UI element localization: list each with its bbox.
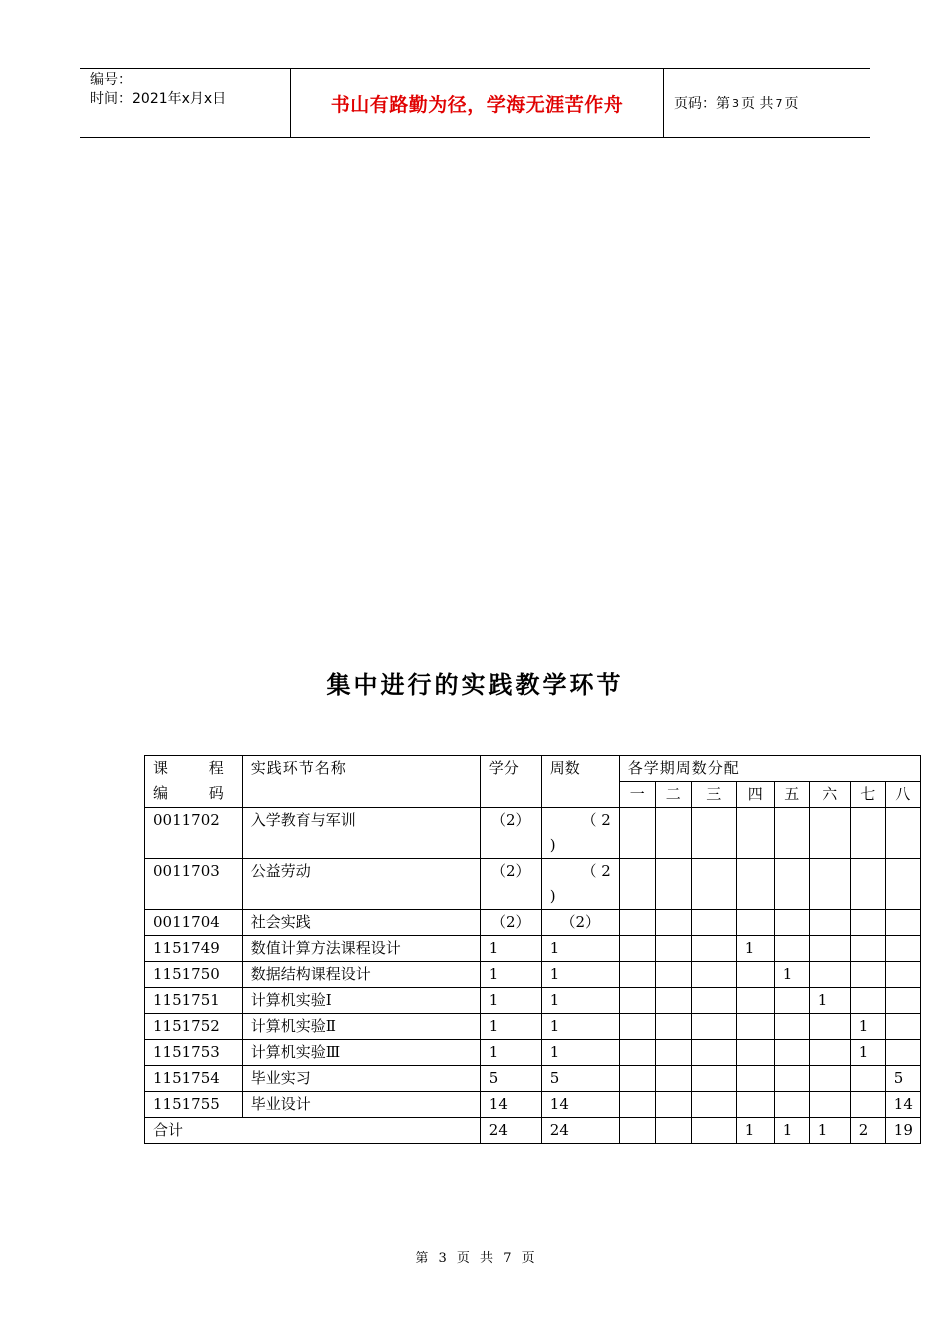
semester-cell [885,962,920,988]
semester-cell [655,1066,691,1092]
semester-cell [655,1014,691,1040]
semester-cell [774,859,809,910]
course-name: 入学教育与军训 [242,808,480,859]
table-row [145,1092,921,1118]
semester-cell [774,1014,809,1040]
semester-cell [736,1014,774,1040]
semester-cell: 1 [774,962,809,988]
semester-cell [774,1092,809,1118]
semester-cell [850,808,885,859]
semester-cell [885,1014,920,1040]
table-row [145,988,921,1014]
semester-cell [619,808,655,859]
semester-cell [809,1040,850,1066]
course-weeks: 14 [541,1092,619,1118]
page-suffix: 页 [784,96,799,112]
semester-cell [691,808,736,859]
semester-cell [774,808,809,859]
total-semester-cell: 1 [809,1118,850,1144]
semester-cell [619,1092,655,1118]
semester-cell [736,962,774,988]
semester-header-4: 四 [736,782,774,808]
course-weeks-line2: ) [549,836,556,854]
total-credit: 24 [480,1118,541,1144]
course-code: 1151753 [145,1040,243,1066]
course-weeks [541,808,619,859]
course-code: 1151751 [145,988,243,1014]
total-weeks: 24 [541,1118,619,1144]
total-semester-cell: 1 [774,1118,809,1144]
semester-cell [885,859,920,910]
semester-cell [774,910,809,936]
course-code: 1151752 [145,1014,243,1040]
course-code: 1151750 [145,962,243,988]
course-credit: 1 [480,936,541,962]
semester-cell: 1 [850,1014,885,1040]
semester-cell [691,1092,736,1118]
course-weeks: 1 [541,962,619,988]
page-number: 3 [732,96,739,110]
course-credit: （2） [480,859,541,910]
semester-cell [655,859,691,910]
semester-cell [774,1066,809,1092]
semester-cell [619,988,655,1014]
semester-header-5: 五 [774,782,809,808]
table-row [145,936,921,962]
code-header [145,756,243,808]
semester-cell [809,1092,850,1118]
course-name: 公益劳动 [242,859,480,910]
semester-cell [809,808,850,859]
semester-cell [619,962,655,988]
course-credit: 1 [480,1040,541,1066]
semester-cell [619,1014,655,1040]
total-semester-cell: 2 [850,1118,885,1144]
semester-cell: 5 [885,1066,920,1092]
semester-cell [850,988,885,1014]
semester-cell [774,988,809,1014]
semester-cell [885,808,920,859]
credit-header: 学分 [480,756,541,808]
course-weeks: 5 [541,1066,619,1092]
course-weeks [541,859,619,910]
course-credit: （2） [480,808,541,859]
semester-cell [736,988,774,1014]
semester-header-7: 七 [850,782,885,808]
header-motto: 书山有路勤为径，学海无涯苦作舟 [291,69,664,137]
page-header [80,68,870,138]
semester-cell [809,859,850,910]
semester-cell [619,910,655,936]
semester-cell [736,1040,774,1066]
semester-cell [619,1040,655,1066]
total-label: 合计 [145,1118,481,1144]
semester-cell [691,936,736,962]
semester-cell [619,859,655,910]
course-weeks: （2） [541,910,619,936]
semester-cell [655,988,691,1014]
course-code: 0011702 [145,808,243,859]
table-row [145,910,921,936]
code-header-line2: 编 码 [153,784,242,802]
practice-table [144,755,921,1144]
semester-cell [691,1040,736,1066]
semester-cell: 14 [885,1092,920,1118]
course-name: 计算机实验Ⅰ [242,988,480,1014]
table-row [145,962,921,988]
semester-cell [655,910,691,936]
semester-cell [850,1066,885,1092]
semester-header-6: 六 [809,782,850,808]
course-name: 社会实践 [242,910,480,936]
name-header: 实践环节名称 [242,756,480,808]
semester-cell [691,988,736,1014]
course-code: 1151749 [145,936,243,962]
table-row [145,1066,921,1092]
weeks-header: 周数 [541,756,619,808]
semester-cell [850,1092,885,1118]
semester-cell [885,910,920,936]
semester-cell [736,1092,774,1118]
semester-cell [736,808,774,859]
total-row [145,1118,921,1144]
distribution-header: 各学期周数分配 [619,756,920,782]
semester-cell [774,1040,809,1066]
semester-cell [850,859,885,910]
semester-cell [655,936,691,962]
semester-cell [691,1066,736,1092]
course-credit: 5 [480,1066,541,1092]
course-weeks: 1 [541,1014,619,1040]
semester-cell [885,1040,920,1066]
course-name: 数值计算方法课程设计 [242,936,480,962]
semester-cell [885,988,920,1014]
total-semester-cell: 1 [736,1118,774,1144]
course-weeks-line2: ) [549,887,556,905]
course-weeks-line1: （ 2 [581,811,611,829]
section-title: 集中进行的实践教学环节 [326,671,624,699]
total-semester-cell [655,1118,691,1144]
course-name: 毕业实习 [242,1066,480,1092]
semester-cell: 1 [736,936,774,962]
course-weeks-line1: （ 2 [581,862,611,880]
course-credit: 1 [480,962,541,988]
semester-cell: 1 [850,1040,885,1066]
semester-cell [655,962,691,988]
semester-cell [736,910,774,936]
total-semester-cell: 19 [885,1118,920,1144]
semester-cell [655,808,691,859]
course-credit: 1 [480,1014,541,1040]
course-code: 0011704 [145,910,243,936]
semester-cell [691,962,736,988]
course-weeks: 1 [541,1040,619,1066]
page-total: 7 [775,96,783,110]
course-weeks: 1 [541,988,619,1014]
course-credit: 1 [480,988,541,1014]
page-footer: 第 3 页 共 7 页 [415,1251,535,1266]
semester-cell [885,936,920,962]
semester-cell [691,910,736,936]
semester-cell [850,936,885,962]
page-prefix: 页码：第 [674,96,730,112]
course-code: 1151754 [145,1066,243,1092]
course-weeks: 1 [541,936,619,962]
total-semester-cell [619,1118,655,1144]
course-code: 1151755 [145,1092,243,1118]
table-row [145,859,921,910]
table-row [145,1040,921,1066]
document-number-label: 编号： [90,72,132,88]
course-credit: 14 [480,1092,541,1118]
code-header-line1: 课 程 [153,759,242,777]
course-name: 毕业设计 [242,1092,480,1118]
table-row [145,1014,921,1040]
semester-cell [736,1066,774,1092]
semester-cell [774,936,809,962]
semester-cell [850,910,885,936]
table-row [145,808,921,859]
total-semester-cell [691,1118,736,1144]
semester-cell [619,936,655,962]
course-code: 0011703 [145,859,243,910]
semester-cell [809,1066,850,1092]
semester-cell [655,1092,691,1118]
semester-cell [736,859,774,910]
semester-cell [691,859,736,910]
semester-cell [655,1040,691,1066]
semester-cell [809,936,850,962]
semester-cell [691,1014,736,1040]
course-credit: （2） [480,910,541,936]
semester-header-3: 三 [691,782,736,808]
course-name: 数据结构课程设计 [242,962,480,988]
semester-cell [619,1066,655,1092]
course-name: 计算机实验Ⅱ [242,1014,480,1040]
semester-header-8: 八 [885,782,920,808]
semester-cell [809,962,850,988]
page-mid: 页 共 [741,96,774,112]
header-row [145,756,921,782]
course-name: 计算机实验Ⅲ [242,1040,480,1066]
header-meta [80,69,291,137]
semester-header-2: 二 [655,782,691,808]
semester-cell [809,910,850,936]
semester-header-1: 一 [619,782,655,808]
semester-cell: 1 [809,988,850,1014]
document-date: 时间：2021年x月x日 [90,91,227,107]
header-page-info [664,69,870,137]
semester-cell [809,1014,850,1040]
semester-cell [850,962,885,988]
